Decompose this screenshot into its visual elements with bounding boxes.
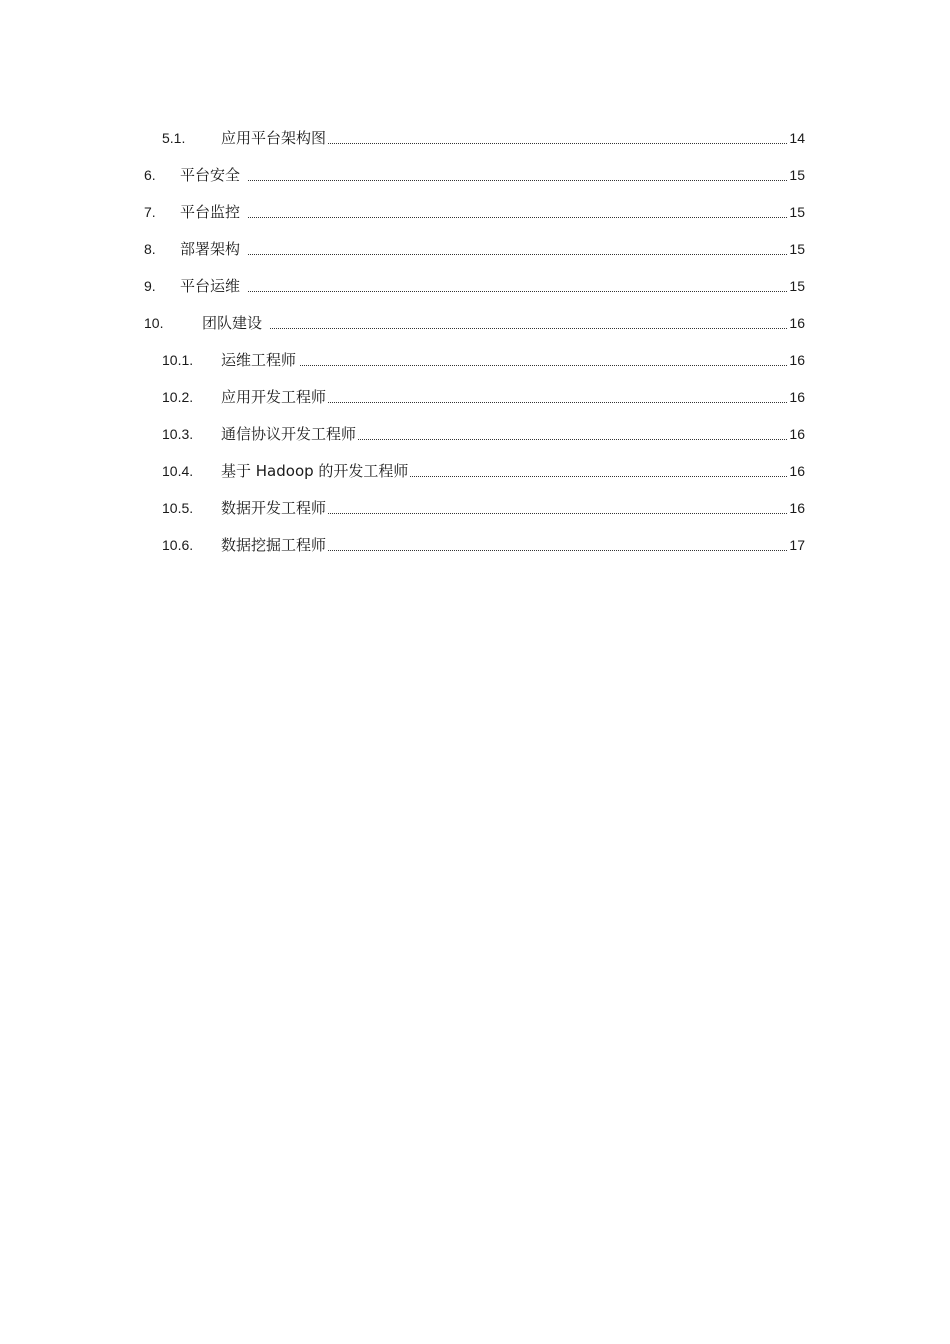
toc-entry-page: 15 bbox=[788, 157, 805, 194]
toc-entry-title: 部署架构 bbox=[180, 231, 241, 268]
toc-entry-page: 16 bbox=[788, 342, 805, 379]
toc-entry-number: 8. bbox=[144, 241, 156, 257]
toc-entry-7[interactable] bbox=[0, 194, 950, 231]
toc-entry-number: 10.1. bbox=[162, 352, 194, 368]
toc-dot-leader bbox=[248, 268, 803, 305]
toc-entry-number: 10.6. bbox=[162, 537, 194, 553]
toc-dot-leader bbox=[300, 527, 803, 564]
toc-dot-leader bbox=[300, 120, 803, 157]
toc-entry-number: 10.2. bbox=[162, 389, 194, 405]
toc-entry-page: 16 bbox=[788, 416, 805, 453]
toc-entry-title: 团队建设 bbox=[202, 305, 263, 342]
toc-entry-title: 运维工程师 bbox=[221, 342, 297, 379]
toc-entry-10-2[interactable] bbox=[0, 379, 950, 416]
toc-entry-number: 10.5. bbox=[162, 500, 194, 516]
toc-entry-10-4[interactable] bbox=[0, 453, 950, 490]
toc-entry-title: 平台运维 bbox=[180, 268, 241, 305]
toc-entry-8[interactable] bbox=[0, 231, 950, 268]
toc-entry-title: 应用开发工程师 bbox=[221, 379, 327, 416]
toc-entry-page: 16 bbox=[788, 379, 805, 416]
toc-entry-page: 17 bbox=[788, 527, 805, 564]
toc-entry-10[interactable] bbox=[0, 305, 950, 342]
toc-entry-page: 16 bbox=[788, 453, 805, 490]
toc-entry-number: 7. bbox=[144, 204, 156, 220]
toc-entry-number: 10.3. bbox=[162, 426, 194, 442]
toc-entry-number: 10.4. bbox=[162, 463, 194, 479]
toc-dot-leader bbox=[248, 231, 803, 268]
toc-entry-page: 14 bbox=[788, 120, 805, 157]
toc-entry-number: 10. bbox=[144, 315, 164, 331]
toc-entry-page: 15 bbox=[788, 194, 805, 231]
toc-entry-10-5[interactable] bbox=[0, 490, 950, 527]
toc-entry-page: 16 bbox=[788, 490, 805, 527]
toc-entry-title: 基于 Hadoop 的开发工程师 bbox=[221, 453, 409, 490]
toc-entry-title: 应用平台架构图 bbox=[221, 120, 327, 157]
toc-entry-9[interactable] bbox=[0, 268, 950, 305]
toc-entry-number: 5.1. bbox=[162, 130, 186, 146]
toc-entry-title: 平台安全 bbox=[180, 157, 241, 194]
table-of-contents bbox=[0, 120, 950, 564]
toc-dot-leader bbox=[270, 305, 803, 342]
toc-entry-10-1[interactable] bbox=[0, 342, 950, 379]
toc-dot-leader bbox=[300, 490, 803, 527]
toc-dot-leader bbox=[248, 157, 803, 194]
toc-entry-6[interactable] bbox=[0, 157, 950, 194]
toc-entry-page: 15 bbox=[788, 231, 805, 268]
toc-dot-leader bbox=[248, 194, 803, 231]
toc-entry-number: 9. bbox=[144, 278, 156, 294]
toc-entry-10-3[interactable] bbox=[0, 416, 950, 453]
toc-dot-leader bbox=[300, 416, 803, 453]
toc-entry-title: 数据开发工程师 bbox=[221, 490, 327, 527]
toc-entry-title: 数据挖掘工程师 bbox=[221, 527, 327, 564]
toc-entry-10-6[interactable] bbox=[0, 527, 950, 564]
toc-dot-leader bbox=[300, 342, 803, 379]
toc-dot-leader bbox=[300, 379, 803, 416]
toc-entry-page: 15 bbox=[788, 268, 805, 305]
toc-entry-title: 平台监控 bbox=[180, 194, 241, 231]
toc-entry-page: 16 bbox=[788, 305, 805, 342]
toc-entry-number: 6. bbox=[144, 167, 156, 183]
toc-entry-title: 通信协议开发工程师 bbox=[221, 416, 357, 453]
toc-entry-5-1[interactable] bbox=[0, 120, 950, 157]
